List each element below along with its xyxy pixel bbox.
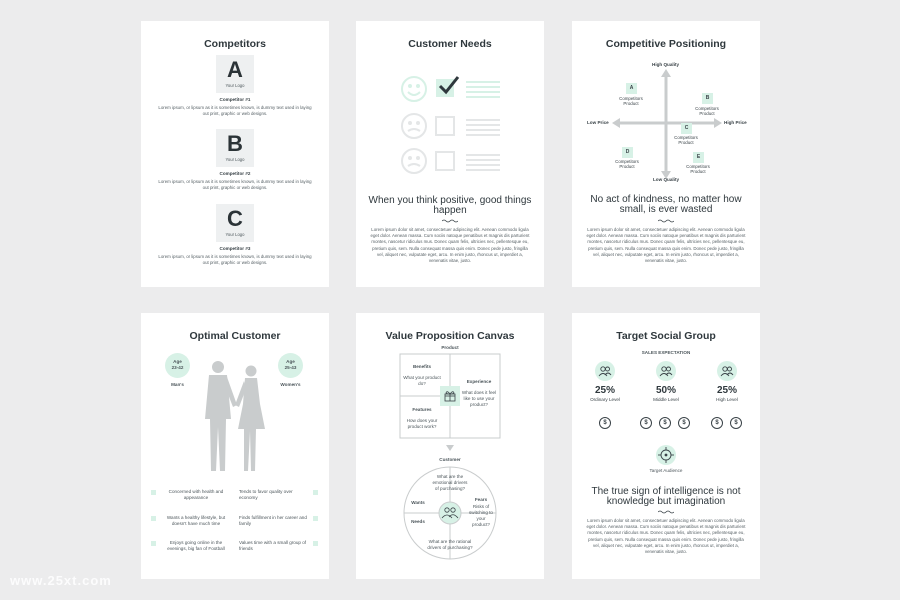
competitor-name: Competitor #2 (219, 171, 251, 176)
competitor-logo-a (216, 55, 254, 93)
positioning-slide (572, 21, 760, 287)
arrow-right-icon (714, 118, 722, 128)
customer-needs-slide (356, 21, 544, 287)
wants-label: Wants (411, 500, 425, 505)
users-group-icon (656, 361, 676, 381)
middle-percent: 50% (655, 385, 676, 396)
target-audience-label: Target Audience (649, 468, 683, 473)
competitor-point-d: D (622, 147, 633, 158)
logo-letter: C (227, 206, 243, 231)
coin-icon: $ (711, 417, 723, 429)
squiggle-divider-icon (658, 510, 674, 514)
coin-icon: $ (659, 417, 671, 429)
list-bullet (313, 541, 318, 546)
needs-checklist-illustration (396, 71, 506, 181)
happy-face-icon (402, 77, 426, 101)
competitor-description: Lorem ipsum, or lipsum as it is sometimes known, is dummy text used in laying out print, graphic or web designs. (158, 105, 312, 117)
high-level-label: High Level (716, 397, 738, 402)
text-lines-icon (466, 120, 500, 135)
list-bullet (151, 516, 156, 521)
competitor-name: Competitor #3 (219, 246, 251, 251)
sad-face-icon (402, 149, 426, 173)
logo-letter: A (227, 57, 243, 82)
point-label: Competitors Product (686, 164, 710, 175)
coin-icon: $ (730, 417, 742, 429)
couple-silhouette-icon (193, 359, 279, 479)
trait-right: Finds fulfillment in her career and family (239, 515, 307, 526)
sales-expectation-label: SALES EXPECTATION (641, 350, 691, 355)
watermark: www.25xt.com (10, 573, 112, 588)
rational-question: What are the rational drivers of purchasing? (427, 539, 473, 550)
competitor-description: Lorem ipsum, or lipsum as it is sometimes known, is dummy text used in laying out print, graphic or web designs. (158, 179, 312, 191)
product-label: Product (441, 345, 459, 350)
logo-letter: B (227, 131, 243, 156)
target-icon (655, 444, 677, 466)
text-lines-icon (466, 155, 500, 170)
experience-question: What does it feel like to use your product? (461, 390, 497, 407)
axis-high-price: High Price (724, 120, 747, 125)
high-percent: 25% (716, 385, 737, 396)
fears-question: Risks of switching to your product? (468, 504, 493, 527)
positioning-headline: No act of kindness, no matter how small, is ever wasted (590, 194, 742, 215)
text-lines-icon (466, 82, 500, 97)
list-bullet (313, 516, 318, 521)
competitor-point-b: B (702, 93, 713, 104)
men-label: Man's (171, 382, 184, 387)
optimal-customer-slide (141, 313, 329, 579)
competitor-point-a: A (626, 83, 637, 94)
neutral-face-icon (402, 114, 426, 138)
competitor-logo-c (216, 204, 254, 242)
axis-low-quality: Low Quality (653, 177, 680, 182)
squiggle-divider-icon (442, 219, 458, 223)
needs-body-text: Lorem ipsum dolor sit amet, consectetuer adipiscing elit. Aenean commodo ligula eget dolor. Aenean massa. Cum sociis natoque penatibus et magnis dis parturient montes, nascetur ridiculus mus. Donec quam felis, ultricies nec, pellentesque eu, pretium quis, sem. Nulla consequat massa quis enim. Donec pede justo, fringilla vel, aliquet nec, vulputate eget, arcu. In enim justo, rhoncus ut, imperdiet a, venenatis vitae, justo. (370, 227, 530, 264)
empty-box-icon (436, 117, 454, 135)
social-title: Target Social Group (616, 330, 716, 342)
list-bullet (151, 490, 156, 495)
optimal-title: Optimal Customer (189, 330, 281, 342)
ordinary-percent: 25% (594, 385, 615, 396)
social-headline: The true sign of intelligence is not knowledge but imagination (591, 486, 741, 507)
trait-left: Concerned with health and appearance (168, 489, 224, 500)
positioning-body-text: Lorem ipsum dolor sit amet, consectetuer adipiscing elit. Aenean commodo ligula eget dolor. Aenean massa. Cum sociis natoque penatibus et magnis dis parturient montes, nascetur ridiculus mus. Donec quam felis, ultricies nec, pellentesque eu, pretium quis, sem. Nulla consequat massa quis enim. Donec pede justo, fringilla vel, aliquet nec, vulputate eget, arcu. In enim justo, rhoncus ut, imperdiet a, venenatis vitae, justo. (586, 227, 746, 264)
competitor-logo-b (216, 129, 254, 167)
age-label: Age (286, 359, 295, 364)
coin-icon: $ (640, 417, 652, 429)
customer-label: Customer (439, 457, 461, 462)
trait-left: Enjoys going online in the evenings, big fan of Football (167, 540, 225, 551)
logo-label: Your Logo (225, 232, 245, 237)
customer-needs-title: Customer Needs (408, 38, 492, 50)
checked-box-icon (436, 79, 454, 97)
fears-label: Fears (474, 497, 488, 502)
social-body-text: Lorem ipsum dolor sit amet, consectetuer adipiscing elit. Aenean commodo ligula eget dolor. Aenean massa. Cum sociis natoque penatibus et magnis dis parturient montes, nascetur ridiculus mus. Donec quam felis, ultricies nec, pellentesque eu, pretium quis, sem. Nulla consequat massa quis enim. Donec pede justo, fringilla vel, aliquet nec, vulputate eget, arcu. In enim justo, rhoncus ut, imperdiet a, venenatis vitae, justo. (586, 518, 746, 555)
competitor-point-c: C (681, 123, 692, 134)
axis-high-quality: High Quality (652, 62, 680, 67)
arrow-left-icon (612, 118, 620, 128)
arrow-down-icon (446, 445, 454, 451)
competitors-slide (141, 21, 329, 287)
women-age-badge (278, 353, 303, 378)
middle-level-label: Middle Level (653, 397, 679, 402)
arrow-up-icon (661, 69, 671, 77)
coin-icon: $ (599, 417, 611, 429)
point-label: Competitors Product (674, 135, 698, 146)
competitor-name: Competitor #1 (219, 97, 251, 102)
competitor-description: Lorem ipsum, or lipsum as it is sometimes known, is dummy text used in laying out print, graphic or web designs. (158, 254, 312, 266)
needs-headline: When you think positive, good things happen (368, 195, 532, 216)
social-group-slide (572, 313, 760, 579)
age-range: 25-43 (284, 365, 297, 370)
features-question: How does your product work? (406, 418, 438, 429)
axis-low-price: Low Price (587, 120, 609, 125)
list-bullet (151, 541, 156, 546)
logo-label: Your Logo (225, 157, 245, 162)
trait-left: Wants a healthy lifestyle, but doesn't have much time (166, 515, 226, 526)
value-proposition-slide (356, 313, 544, 579)
emotional-question: What are the emotional drivers of purchasing? (432, 474, 468, 491)
point-label: Competitors Product (695, 106, 719, 117)
competitor-point-e: E (693, 152, 704, 163)
point-label: Competitors Product (619, 96, 643, 107)
benefits-question: What your product do? (403, 375, 441, 386)
needs-label: Needs (411, 519, 425, 524)
vpc-title: Value Proposition Canvas (385, 330, 515, 342)
features-label: Features (412, 407, 432, 412)
trait-right: Values time with a small group of friends (239, 540, 307, 551)
benefits-label: Benefits (412, 364, 432, 369)
men-age-badge (165, 353, 190, 378)
ordinary-level-label: Ordinary Level (590, 397, 620, 402)
coin-icon: $ (678, 417, 690, 429)
women-label: Women's (280, 382, 301, 387)
users-group-icon (717, 361, 737, 381)
squiggle-divider-icon (658, 219, 674, 223)
age-label: Age (173, 359, 182, 364)
point-label: Competitors Product (615, 159, 639, 170)
age-range: 23-42 (171, 365, 184, 370)
users-group-icon (595, 361, 615, 381)
logo-label: Your Logo (225, 83, 245, 88)
trait-right: Tends to favor quality over economy (239, 489, 293, 500)
positioning-title: Competitive Positioning (605, 38, 727, 50)
empty-box-icon (436, 152, 454, 170)
list-bullet (313, 490, 318, 495)
experience-label: Experience (466, 379, 492, 384)
competitors-title: Competitors (204, 38, 266, 50)
